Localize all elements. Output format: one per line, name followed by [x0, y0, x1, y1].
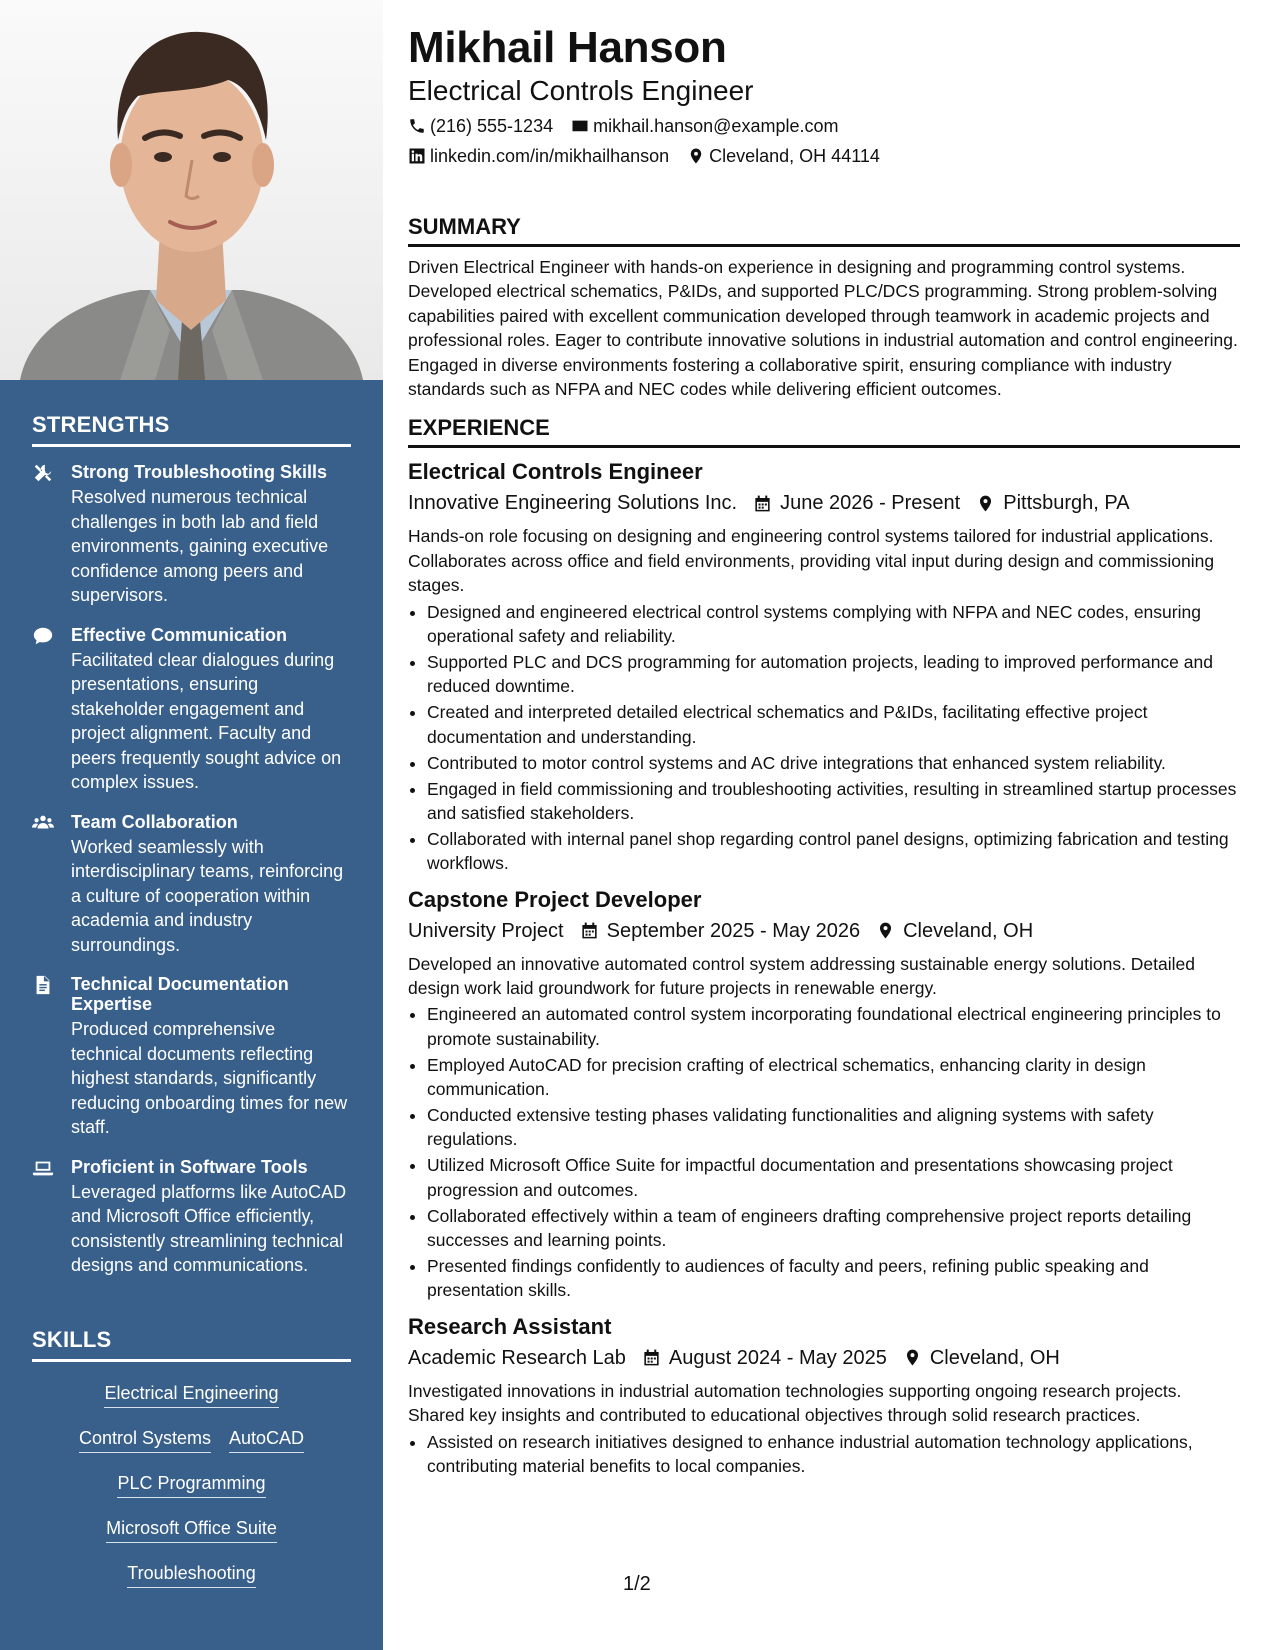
job-location — [903, 1344, 1060, 1372]
page-number: 1/2 — [623, 1573, 651, 1595]
calendar-icon — [580, 921, 599, 940]
job-bullet: • Utilized Microsoft Office Suite for impactful documentation and presentations showcasing project progression and outcomes. — [427, 1153, 1240, 1202]
job-bullet: • Presented findings confidently to audiences of faculty and peers, refining public speaking and presentation skills. — [427, 1254, 1240, 1303]
phone-icon — [408, 117, 426, 135]
job-entry — [408, 1313, 1240, 1479]
strengths-section — [32, 412, 351, 1278]
summary-title: SUMMARY — [408, 214, 1240, 247]
skill-tag: Troubleshooting — [127, 1562, 255, 1588]
job-title: Research Assistant — [408, 1313, 612, 1339]
candidate-name: Mikhail Hanson — [408, 23, 727, 72]
map-pin-icon — [876, 921, 895, 940]
strength-description: Leveraged platforms like AutoCAD and Microsoft Office efficiently, consistently streamlining technical designs and communications. — [71, 1181, 347, 1275]
location-contact — [687, 144, 880, 168]
job-bullets — [408, 1430, 1240, 1479]
skills-title: SKILLS — [32, 1327, 351, 1362]
job-bullet: • Collaborated effectively within a team of engineers drafting comprehensive project reports detailing successes and learning points. — [427, 1204, 1240, 1253]
strength-item — [32, 1157, 351, 1278]
phone-contact — [408, 114, 553, 138]
strength-item — [32, 462, 351, 608]
map-pin-icon — [903, 1348, 922, 1367]
strength-description: Worked seamlessly with interdisciplinary teams, reinforcing a culture of cooperation within academia and industry surroundings. — [71, 836, 344, 955]
email-contact[interactable] — [571, 114, 838, 138]
strength-item — [32, 812, 351, 958]
company-text: University Project — [408, 919, 564, 942]
company-text: Academic Research Lab — [408, 1346, 626, 1369]
strength-title: Effective Communication — [71, 624, 288, 645]
tools-icon — [32, 462, 54, 484]
job-bullet: • Contributed to motor control systems and AC drive integrations that enhanced system reliability. — [427, 751, 1240, 775]
profile-photo — [0, 0, 383, 380]
location-text: Cleveland, OH — [929, 1346, 1060, 1369]
skill-tag: Control Systems — [79, 1427, 211, 1453]
job-company — [408, 917, 564, 945]
job-bullet: • Supported PLC and DCS programming for automation projects, leading to improved performance and reduced downtime. — [427, 650, 1240, 699]
job-company — [408, 489, 737, 517]
location-text: Cleveland, OH — [903, 919, 1034, 942]
skills-section — [32, 1327, 351, 1607]
strength-item — [32, 625, 351, 795]
job-meta — [408, 489, 1240, 517]
candidate-role: Electrical Controls Engineer — [408, 75, 754, 106]
strength-title: Strong Troubleshooting Skills — [71, 462, 328, 482]
job-bullet: • Engaged in field commissioning and troubleshooting activities, resulting in streamlined startup processes and satisfied stakeholders. — [427, 777, 1240, 826]
job-dates — [642, 1344, 887, 1372]
location-text: Pittsburgh, PA — [1003, 492, 1130, 515]
job-meta — [408, 1344, 1240, 1372]
skill-tag: AutoCAD — [229, 1427, 304, 1453]
job-company — [408, 1344, 626, 1372]
phone-text: (216) 555-1234 — [430, 116, 554, 136]
job-description: Investigated innovations in industrial automation technologies supporting ongoing research projects. Shared key insights and contributed to educational objectives through solid research practices. — [408, 1380, 1182, 1426]
job-dates — [580, 917, 861, 945]
speech-bubble-icon — [32, 625, 54, 647]
envelope-icon — [571, 117, 589, 135]
job-title: Capstone Project Developer — [408, 886, 702, 912]
job-bullets — [408, 600, 1240, 876]
skill-tag: PLC Programming — [117, 1472, 265, 1498]
dates-text: August 2024 - May 2025 — [668, 1346, 887, 1369]
job-location — [876, 917, 1033, 945]
job-dates — [753, 489, 960, 517]
job-description: Developed an innovative automated control system addressing sustainable energy solutions. Detailed design work laid groundwork for future projects in renewable energy. — [408, 953, 1195, 999]
calendar-icon — [753, 494, 772, 513]
contact-row — [408, 114, 1240, 138]
job-title: Electrical Controls Engineer — [408, 459, 703, 485]
strength-title: Team Collaboration — [71, 811, 238, 832]
skills-list — [32, 1382, 351, 1607]
job-location — [976, 489, 1129, 517]
job-bullet: • Assisted on research initiatives designed to enhance industrial automation technology applications, contributing material benefits to local companies. — [427, 1430, 1240, 1479]
job-bullet: • Designed and engineered electrical control systems complying with NFPA and NEC codes, ensuring operational safety and reliability. — [427, 600, 1240, 649]
experience-title: EXPERIENCE — [408, 415, 1240, 448]
location-text: Cleveland, OH 44114 — [709, 146, 880, 166]
summary-text: Driven Electrical Engineer with hands-on experience in designing and programming control systems. Developed electrical schematics, P&IDs, and supported PLC/DCS programming. Strong problem-solving capabilities paired with excellent communication developed through teamwork in academic projects and professional roles. Eager to contribute innovative solutions in industrial automation and control engineering. Engaged in diverse environments fostering a collaborative spirit, ensuring compliance with industry standards such as NFPA and NEC codes while delivering efficient outcomes. — [408, 257, 1238, 400]
job-bullet: • Conducted extensive testing phases validating functionalities and aligning systems with safety regulations. — [427, 1103, 1240, 1152]
calendar-icon — [642, 1348, 661, 1367]
contact-row — [408, 144, 1240, 168]
strength-description: Facilitated clear dialogues during presentations, ensuring stakeholder engagement and project alignment. Faculty and peers frequently sought advice on complex issues. — [71, 649, 342, 792]
job-entry — [408, 458, 1240, 875]
job-bullet: • Collaborated with internal panel shop regarding control panel designs, optimizing fabrication and testing workflows. — [427, 827, 1240, 876]
team-icon — [32, 812, 54, 834]
skill-tag: Electrical Engineering — [104, 1382, 278, 1408]
strength-description: Resolved numerous technical challenges in both lab and field environments, gaining executive confidence among peers and supervisors. — [71, 487, 329, 605]
strength-description: Produced comprehensive technical documents reflecting highest standards, significantly reducing onboarding times for new staff. — [71, 1019, 348, 1137]
strength-item — [32, 974, 351, 1140]
job-bullet: • Employed AutoCAD for precision crafting of electrical schematics, enhancing clarity in design communication. — [427, 1053, 1240, 1102]
linkedin-icon — [408, 147, 426, 165]
job-entry — [408, 886, 1240, 1303]
profile-photo-illustration — [0, 0, 383, 380]
strength-title: Proficient in Software Tools — [71, 1156, 308, 1177]
strengths-title: STRENGTHS — [32, 412, 351, 447]
dates-text: September 2025 - May 2026 — [606, 919, 861, 942]
email-text[interactable]: mikhail.hanson@example.com — [593, 116, 839, 136]
linkedin-text[interactable]: linkedin.com/in/mikhailhanson — [430, 146, 670, 166]
map-pin-icon — [687, 147, 705, 165]
sidebar — [0, 0, 383, 1650]
map-pin-icon — [976, 494, 995, 513]
job-meta — [408, 917, 1240, 945]
job-description: Hands-on role focusing on designing and engineering control systems tailored for industrial applications. Collaborates across office and field environments, providing vital input during design and commissioning stages. — [408, 526, 1215, 596]
job-bullet: • Created and interpreted detailed electrical schematics and P&IDs, facilitating effective project documentation and understanding. — [427, 700, 1240, 749]
company-text: Innovative Engineering Solutions Inc. — [408, 492, 738, 515]
job-bullet: • Engineered an automated control system incorporating foundational electrical engineering principles to promote sustainability. — [427, 1002, 1240, 1051]
strength-title: Technical Documentation Expertise — [71, 974, 289, 1014]
linkedin-contact[interactable] — [408, 144, 669, 168]
main-content — [408, 22, 1240, 1480]
skill-tag: Microsoft Office Suite — [106, 1517, 277, 1543]
document-icon — [32, 974, 54, 996]
dates-text: June 2026 - Present — [780, 492, 961, 515]
job-bullets — [408, 1002, 1240, 1302]
laptop-icon — [32, 1157, 54, 1179]
